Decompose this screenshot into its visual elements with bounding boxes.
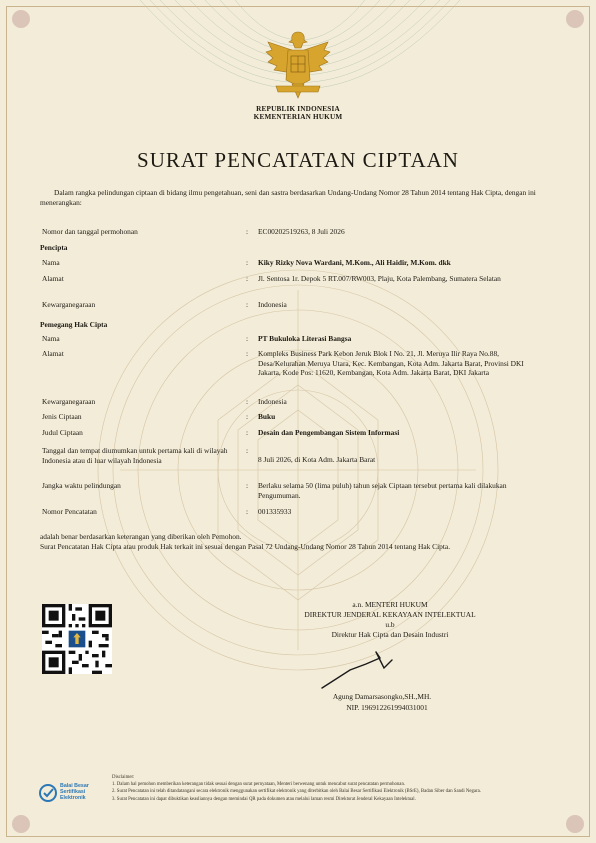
holder-address-value: Kompleks Business Park Kebon Jeruk Blok I No. 21, Jl. Meruya Ilir Raya No.88, Desa/Kelurahan Meruya Utara, Kec. Kembangan, Kota Adm. Jakarta Barat, Provinsi DKI Jakarta, Kode Pos: 11620, Kembangan, Kota Adm. Jakarta Barat, DKI Jakarta <box>258 349 524 377</box>
bsre-line1: Balai Besar <box>60 783 89 789</box>
creator-section-title: Pencipta <box>40 243 68 252</box>
signatory-ub: u.b <box>385 620 395 629</box>
document-title: SURAT PENCATATAN CIPTAAN <box>137 148 459 172</box>
holder-address-label: Alamat <box>42 349 64 358</box>
bsre-logo-icon <box>38 782 58 804</box>
creator-name-label: Nama <box>42 258 60 267</box>
work-publish-label: Tanggal dan tempat diumumkan untuk pertama kali di wilayah Indonesia atau di luar wilayah Indonesia <box>42 446 228 465</box>
bsre-logo <box>38 782 108 806</box>
work-term-value: Berlaku selama 50 (lima puluh) tahun sejak Ciptaan tersebut pertama kali dilakukan Pengumuman. <box>258 481 507 500</box>
work-title-value: Desain dan Pengembangan Sistem Informasi <box>258 428 400 437</box>
holder-nationality-row <box>40 397 552 407</box>
colon: : <box>246 481 249 490</box>
record-number-label: Nomor Pencatatan <box>42 507 97 516</box>
creator-nationality-label: Kewarganegaraan <box>42 300 96 309</box>
colon: : <box>246 507 249 516</box>
colon: : <box>246 446 249 455</box>
work-publish-row <box>40 446 552 476</box>
bsre-line2: Sertifikasi <box>60 789 86 795</box>
handwritten-signature <box>320 644 430 692</box>
bsre-line3: Elektronik <box>60 795 86 801</box>
holder-name-value: PT Bukuloka Literasi Bangsa <box>258 334 352 343</box>
ministry-name: KEMENTERIAN HUKUM <box>253 113 343 121</box>
qr-code[interactable] <box>42 604 112 674</box>
colon: : <box>246 227 249 236</box>
colon: : <box>246 300 249 309</box>
creator-name-row <box>40 258 552 268</box>
corner-ornament <box>12 815 30 833</box>
holder-section-title: Pemegang Hak Cipta <box>40 320 108 329</box>
application-label: Nomor dan tanggal permohonan <box>42 227 138 236</box>
application-value: EC00202519263, 8 Juli 2026 <box>258 227 345 236</box>
record-number-value: 001335933 <box>258 507 292 516</box>
corner-ornament <box>566 815 584 833</box>
colon: : <box>246 412 249 421</box>
holder-nationality-label: Kewarganegaraan <box>42 397 96 406</box>
creator-address-value: Jl. Sentosa 1r. Depok 5 RT.007/RW003, Plaju, Kota Palembang, Sumatera Selatan <box>258 274 501 283</box>
legal-basis-statement: Surat Pencatatan Hak Cipta atau produk Hak terkait ini sesuai dengan Pasal 72 Undang-Undang Nomor 28 Tahun 2014 tentang Hak Cipta. <box>40 542 451 551</box>
colon: : <box>246 349 249 358</box>
closing-statement: adalah benar berdasarkan keterangan yang diberikan oleh Pemohon. <box>40 532 242 541</box>
signatory-director: Direktur Hak Cipta dan Desain Industri <box>331 630 449 639</box>
intro-paragraph: Dalam rangka pelindungan ciptaan di bidang ilmu pengetahuan, seni dan sastra berdasarkan Undang-Undang Nomor 28 Tahun 2014 tentang Hak Cipta, dengan ini menerangkan: <box>40 188 536 207</box>
colon: : <box>246 397 249 406</box>
work-title-label: Judul Ciptaan <box>42 428 83 437</box>
bsre-text <box>60 783 89 801</box>
signatory-on-behalf: a.n. MENTERI HUKUM <box>352 600 428 609</box>
disclaimer-notes <box>112 774 562 803</box>
garuda-emblem-icon <box>262 28 334 104</box>
creator-address-label: Alamat <box>42 274 64 283</box>
signatory-nip: NIP. 196912261994031001 <box>346 703 428 712</box>
application-row <box>40 227 552 237</box>
creator-name-value: Kiky Rizky Nova Wardani, M.Kom., Ali Haidir, M.Kom. dkk <box>258 258 451 267</box>
holder-address-row <box>40 349 552 389</box>
creator-nationality-value: Indonesia <box>258 300 287 309</box>
disclaimer-note: 2. Surat Pencatatan ini telah ditandatangani secara elektronik menggunakan sertifikat elektronik yang diterbitkan oleh Balai Besar Sertifikasi Elektronik (BSrE), Badan Siber dan Sandi Negara. <box>112 789 481 795</box>
creator-nationality-row <box>40 300 552 310</box>
colon: : <box>246 274 249 283</box>
holder-name-label: Nama <box>42 334 60 343</box>
work-term-row <box>40 481 552 501</box>
issuer-header <box>0 105 596 121</box>
colon: : <box>246 334 249 343</box>
work-type-row <box>40 412 552 422</box>
country-name: REPUBLIK INDONESIA <box>256 105 340 113</box>
work-title-row <box>40 428 552 438</box>
work-term-label: Jangka waktu pelindungan <box>42 481 121 490</box>
colon: : <box>246 428 249 437</box>
signatory-name: Agung Damarsasongko,SH.,MH. <box>332 692 432 701</box>
holder-name-row <box>40 334 552 344</box>
corner-ornament <box>566 10 584 28</box>
holder-nationality-value: Indonesia <box>258 397 287 406</box>
disclaimer-heading: Disclaimer: <box>112 775 135 780</box>
record-number-row <box>40 507 552 517</box>
work-type-value: Buku <box>258 412 276 421</box>
creator-address-row <box>40 274 552 294</box>
disclaimer-note: 3. Surat Pencatatan ini dapat dibuktikan keasliannya dengan memindai QR pada dokumen atau melalui laman resmi Direktorat Jenderal Kekayaan Intelektual. <box>112 796 416 802</box>
signatory-position: DIREKTUR JENDERAL KEKAYAAN INTELEKTUAL <box>304 610 476 619</box>
work-publish-value: 8 Juli 2026, di Kota Adm. Jakarta Barat <box>258 455 376 464</box>
disclaimer-note: 1. Dalam hal pemohon memberikan keterangan tidak sesuai dengan surat pernyataan, Menteri berwenang untuk mencabut surat pencatatan permohonan. <box>112 782 406 788</box>
work-type-label: Jenis Ciptaan <box>42 412 82 421</box>
corner-ornament <box>12 10 30 28</box>
colon: : <box>246 258 249 267</box>
